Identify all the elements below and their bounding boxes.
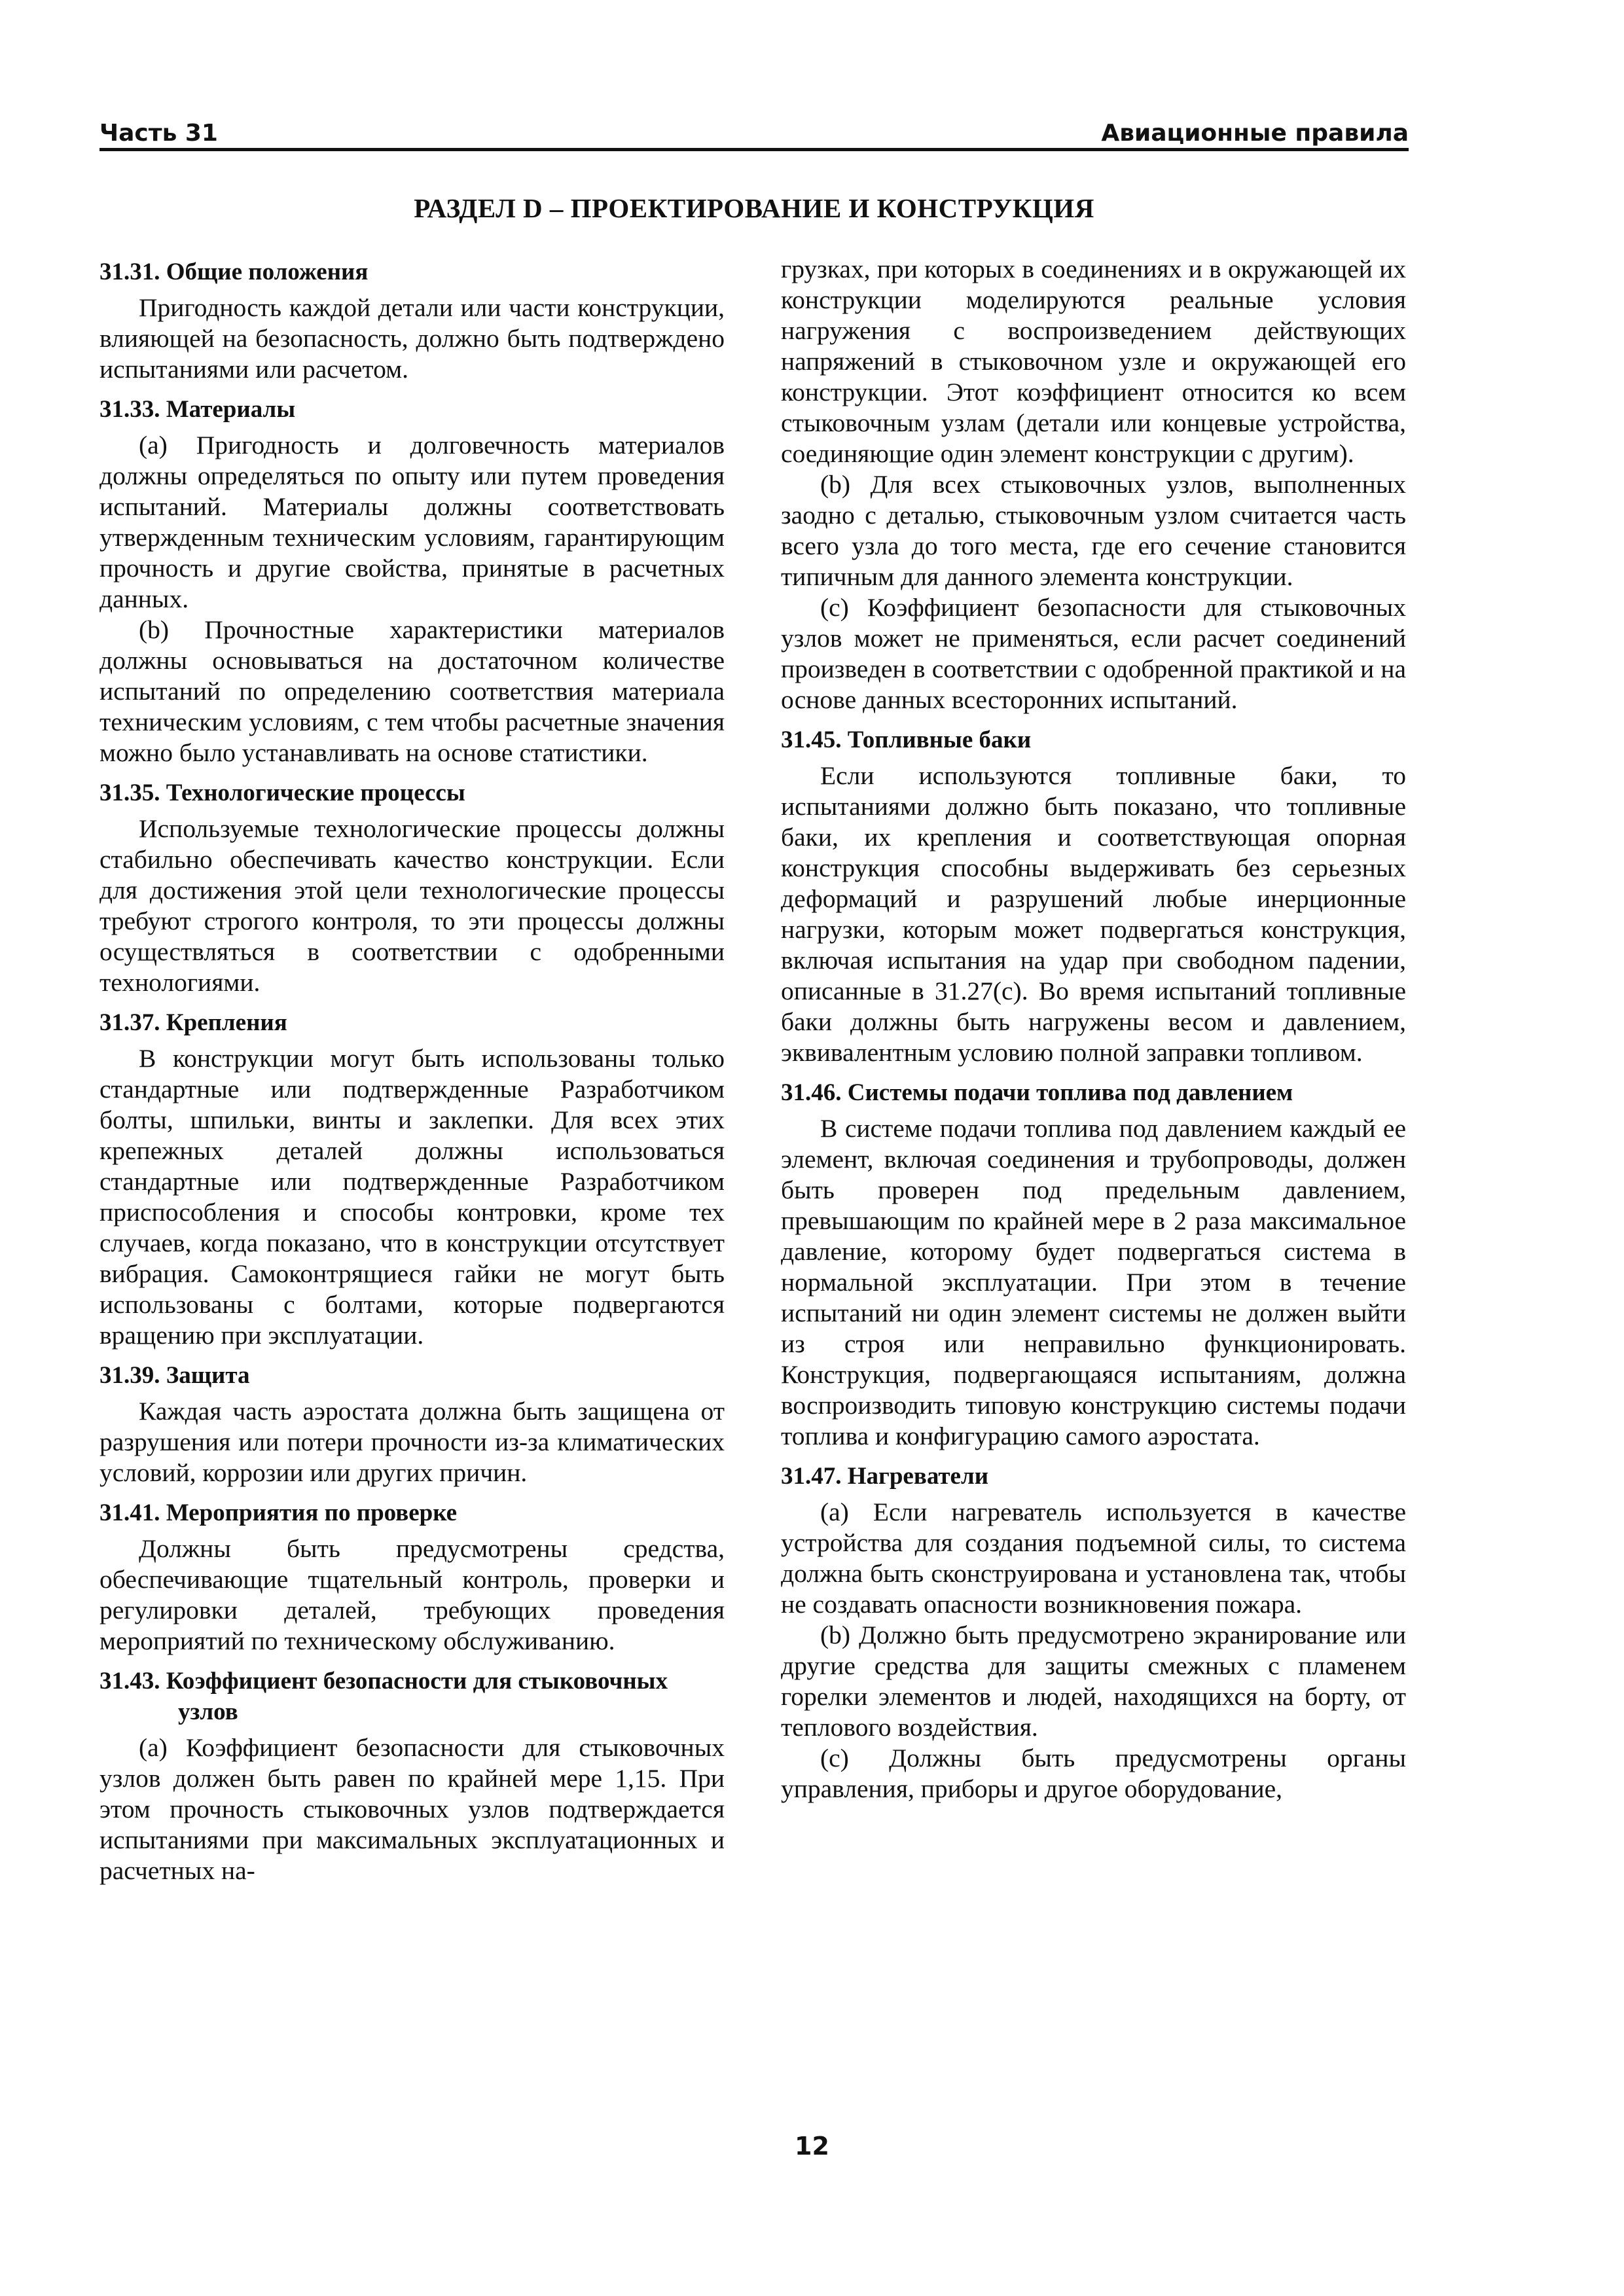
paragraph-31-33-b: (b) Прочностные характеристики материалов должны основываться на достаточном количестве испытаний по определению соответствия материала техническим условиям, с тем чтобы расчетные значения можно было устанавливать на основе статистики. xyxy=(99,615,725,767)
heading-31-45: 31.45. Топливные баки xyxy=(781,726,1032,753)
right-column xyxy=(781,254,1406,1804)
paragraph-31-46: В системе подачи топлива под давлением каждый ее элемент, включая соединения и трубопроводы, должен быть проверен под предельным давлением, превышающим по крайней мере в 2 раза максимальное давление, которому будет подвергаться система в нормальной эксплуатации. При этом в течение испытаний ни один элемент системы не должен выйти из строя или неправильно функционировать. Конструкция, подвергающаяся испытаниям, должна воспроизводить типовую конструкцию системы подачи топлива и конфигурацию самого аэростата. xyxy=(781,1114,1406,1450)
paragraph-31-43-c: (с) Коэффициент безопасности для стыковочных узлов может не применяться, если расчет соединений произведен в соответствии с одобренной практикой и на основе данных всесторонних испытаний. xyxy=(781,593,1406,714)
paragraph-31-35: Используемые технологические процессы должны стабильно обеспечивать качество конструкции. Если для достижения этой цели технологические процессы требуют строгого контроля, то эти процессы должны осуществляться в соответствии с одобренными технологиями. xyxy=(99,814,725,997)
paragraph-31-43-b: (b) Для всех стыковочных узлов, выполненных заодно с деталью, стыковочным узлом считается часть всего узла до того места, где его сечение становится типичным для данного элемента конструкции. xyxy=(781,470,1406,591)
paragraph-31-43-a: (а) Коэффициент безопасности для стыковочных узлов должен быть равен по крайней мере 1,15. При этом прочность стыковочных узлов подтверждается испытаниями при максимальных эксплуатационных и расчетных на- xyxy=(99,1733,725,1885)
paragraph-31-47-a: (а) Если нагреватель используется в качестве устройства для создания подъемной силы, то система должна быть сконструирована и установлена так, чтобы не создавать опасности возникновения пожара. xyxy=(781,1498,1406,1619)
header-document-title: Авиационные правила xyxy=(1101,120,1409,147)
paragraph-31-41: Должны быть предусмотрены средства, обеспечивающие тщательный контроль, проверки и регулировки деталей, требующих проведения мероприятий по техническому обслуживанию. xyxy=(99,1534,725,1655)
paragraph-31-39: Каждая часть аэростата должна быть защищена от разрушения или потери прочности из-за климатических условий, коррозии или других причин. xyxy=(99,1397,725,1487)
heading-31-41: 31.41. Мероприятия по проверке xyxy=(99,1499,458,1526)
header-part-label: Часть 31 xyxy=(99,120,218,147)
paragraph-31-47-b: (b) Должно быть предусмотрено экранирование или другие средства для защиты смежных с пламенем горелки элементов и людей, находящихся на борту, от теплового воздействия. xyxy=(781,1621,1406,1742)
heading-31-46: 31.46. Системы подачи топлива под давлением xyxy=(781,1079,1293,1106)
heading-31-31: 31.31. Общие положения xyxy=(99,259,369,285)
paragraph-31-45: Если используются топливные баки, то испытаниями должно быть показано, что топливные баки, их крепления и соответствующая опорная конструкция способны выдерживать без серьезных деформаций и разрушений любые инерционные нагрузки, которым может подвергаться конструкция, включая испытания на удар при свободном падении, описанные в 31.27(с). Во время испытаний топливные баки должны быть нагружены весом и давлением, эквивалентным условию полной заправки топливом. xyxy=(781,761,1406,1067)
running-header xyxy=(99,106,1409,145)
paragraph-31-43-a-continued: грузках, при которых в соединениях и в окружающей их конструкции моделируются реальные условия нагружения с воспроизведением действующих напряжений в стыковочном узле и окружающей его конструкции. Этот коэффициент относится ко всем стыковочным узлам (детали или концевые устройства, соединяющие один элемент конструкции с другим). xyxy=(781,255,1406,468)
heading-31-39: 31.39. Защита xyxy=(99,1362,250,1389)
page-number: 12 xyxy=(795,2132,829,2161)
paragraph-31-33-a: (а) Пригодность и долговечность материалов должны определяться по опыту или путем проведения испытаний. Материалы должны соответствовать утвержденным техническим условиям, гарантирующим прочность и другие свойства, принятые в расчетных данных. xyxy=(99,431,725,613)
section-title: РАЗДЕЛ D – ПРОЕКТИРОВАНИЕ И КОНСТРУКЦИЯ xyxy=(414,193,1094,223)
left-column xyxy=(99,257,725,1886)
heading-31-33: 31.33. Материалы xyxy=(99,396,296,423)
heading-31-43: 31.43. Коэффициент безопасности для стыковочных узлов xyxy=(99,1668,668,1725)
heading-31-37: 31.37. Крепления xyxy=(99,1009,287,1036)
paragraph-31-31: Пригодность каждой детали или части конструкции, влияющей на безопасность, должно быть подтверждено испытаниями или расчетом. xyxy=(99,293,725,384)
heading-31-47: 31.47. Нагреватели xyxy=(781,1463,989,1490)
header-rule xyxy=(99,148,1409,151)
paragraph-31-47-c: (с) Должны быть предусмотрены органы управления, приборы и другое оборудование, xyxy=(781,1744,1406,1803)
paragraph-31-37: В конструкции могут быть использованы только стандартные или подтвержденные Разработчиком болты, шпильки, винты и заклепки. Для всех этих крепежных деталей должны использоваться стандартные или подтвержденные Разработчиком приспособления и способы контровки, кроме тех случаев, когда показано, что в конструкции отсутствует вибрация. Самоконтрящиеся гайки не могут быть использованы с болтами, которые подвергаются вращению при эксплуатации. xyxy=(99,1044,725,1350)
heading-31-35: 31.35. Технологические процессы xyxy=(99,780,465,806)
